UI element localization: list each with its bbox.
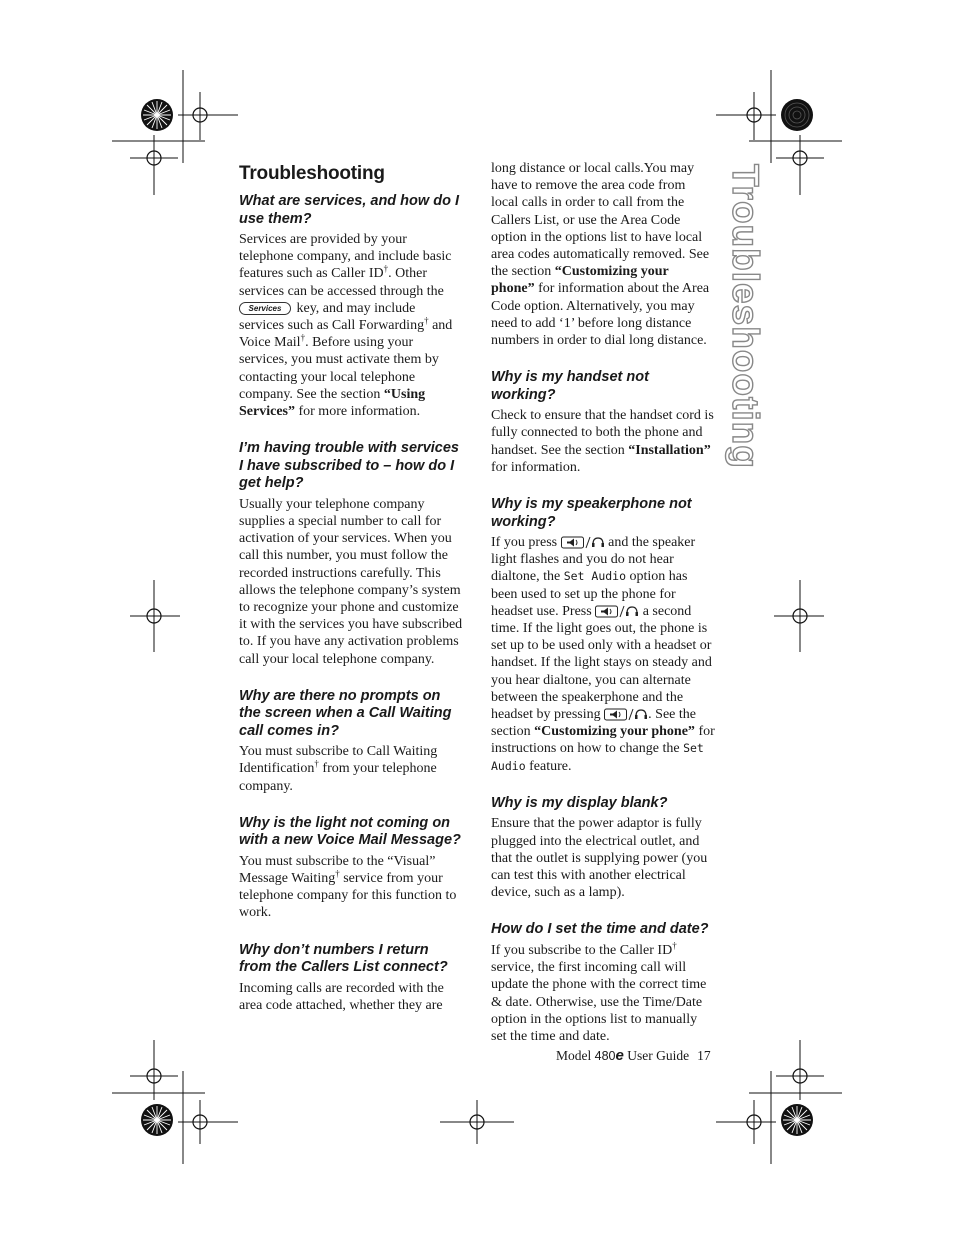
footer-model-suffix: e: [615, 1047, 624, 1064]
answer: Usually your telephone company supplies a special number to call for activation of your services. When you call this number, you must follow the recorded instructions carefully. This allows the telephone company’s system to recognize your phone and customize it with the services you have subscribed to. If you have any activation problems call your local telephone company.: [239, 496, 463, 667]
answer: Check to ensure that the handset cord is fully connected to both the phone and handset. See the section “Installation” for information.: [491, 408, 714, 475]
dagger-mark: †: [383, 263, 389, 274]
dagger-mark: †: [335, 868, 340, 879]
question: How do I set the time and date?: [491, 921, 709, 938]
right-column: [491, 160, 715, 1065]
footer-model-number: 480: [594, 1049, 616, 1063]
faq-call-waiting: [239, 688, 463, 795]
section-reference: “Using Services”: [239, 386, 426, 420]
side-tab-label: Troubleshooting: [725, 164, 766, 469]
dagger-mark: †: [300, 332, 306, 343]
question: Why is the light not coming on with a new Voice Mail Message?: [239, 814, 461, 849]
answer-continued: long distance or local calls.You may have to remove the area code from local calls in order to call from the Callers List, or use the Area Code option in the options list to have local area codes automatically removed. See the section “Customizing your phone” for information about the Area Code option. Alternatively, you may need to add ‘1’ before long distance numbers in order to dial long distance.: [491, 161, 710, 349]
faq-voice-mail-light: [239, 815, 463, 922]
menu-option-code: Set Audio: [563, 569, 627, 584]
footer-guide-label: User Guide: [623, 1048, 690, 1063]
answer: Ensure that the power adaptor is fully plugged into the electrical outlet, and that the outlet is supplying power (you can test this with another electrical device, such as a lamp).: [491, 816, 708, 901]
page-title: Troubleshooting: [239, 163, 385, 184]
faq-services: [239, 193, 463, 420]
dagger-mark: †: [424, 315, 429, 326]
section-reference: “Installation”: [628, 442, 711, 458]
speaker-headset-key-icon: [595, 604, 639, 619]
question: I’m having trouble with services I have subscribed to – how do I get help?: [239, 440, 459, 492]
faq-handset: [491, 369, 715, 476]
answer: You must subscribe to Call Waiting Identification† from your telephone company.: [239, 744, 438, 794]
page-number: 17: [697, 1048, 711, 1063]
speaker-headset-key-icon: [604, 707, 648, 722]
answer: Incoming calls are recorded with the area code attached, whether they are: [239, 980, 444, 1013]
faq-display-blank: [491, 795, 715, 902]
question: Why don’t numbers I return from the Callers List connect?: [239, 941, 448, 976]
faq-trouble-services: [239, 440, 463, 668]
speaker-headset-key-icon: [561, 535, 605, 550]
faq-callers-list-continued: [491, 160, 715, 349]
question: Why is my handset not working?: [491, 369, 649, 403]
left-column: [239, 160, 463, 1034]
question: What are services, and how do I use them?: [239, 193, 459, 227]
faq-time-date: [491, 921, 715, 1045]
menu-option-code: Set: [683, 741, 704, 756]
services-key-icon: Services: [239, 302, 291, 315]
menu-option-code: Audio: [491, 758, 526, 773]
section-reference: “Customizing your phone”: [534, 724, 695, 740]
answer: If you subscribe to the Caller ID† service, the first incoming call will update the phone with the correct time & date. Otherwise, use the Time/Date option in the options list to manually set the time and date.: [491, 940, 707, 1044]
question: Why are there no prompts on the screen when a Call Waiting call comes in?: [239, 687, 452, 739]
faq-speakerphone: [491, 496, 715, 775]
answer: If you press and the speaker light flashes and you do not hear dialtone, the Set Audio option has been used to set up the phone for headset use. Press a second time. If the light goes out, the phone is set up to be used only with a headset or handset. If the light stays on steady and you hear dialtone, you can alternate between the speakerphone and the headset by pressing . See the section “Customizing your phone” for instructions on how to change the Set Audio feature.: [491, 535, 715, 774]
answer: You must subscribe to the “Visual” Message Waiting† service from your telephone company for this function to work.: [239, 853, 457, 921]
dagger-mark: †: [672, 940, 677, 951]
faq-callers-list: [239, 942, 463, 1014]
section-reference: “Customizing your phone”: [491, 264, 669, 297]
question: Why is my speakerphone not working?: [491, 496, 692, 530]
dagger-mark: †: [314, 758, 319, 769]
footer-model-label: Model: [556, 1048, 595, 1063]
page-footer: [556, 1047, 716, 1064]
question: Why is my display blank?: [491, 794, 668, 811]
answer: Services are provided by your telephone company, and include basic features such as Caller ID†. Other services can be accessed through the Services key, and may include services such as Call Forwarding† and Voice Mail†. Before using your services, you must activate them by contacting your local telephone company. See the section “Using Services” for more information.: [239, 232, 453, 420]
